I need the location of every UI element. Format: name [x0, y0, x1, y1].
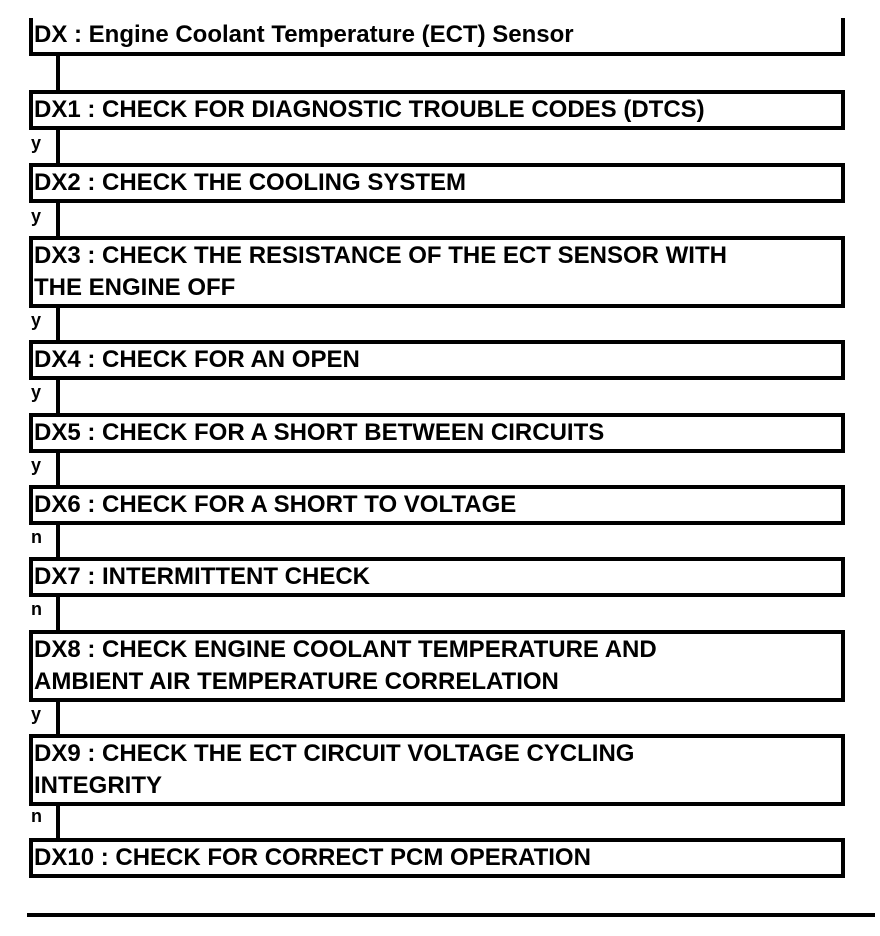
connector-line [56, 597, 60, 630]
step-box-dx3 [29, 236, 845, 308]
connector-line [56, 805, 60, 838]
connector-line [56, 453, 60, 485]
branch-label: y [31, 455, 42, 475]
step-text: DX4 : CHECK FOR AN OPEN [34, 346, 360, 373]
branch-label: y [31, 704, 42, 724]
step-text: DX2 : CHECK THE COOLING SYSTEM [34, 169, 467, 196]
step-box-dx1 [29, 90, 845, 130]
branch-label: n [31, 527, 42, 547]
step-box-dx4 [29, 340, 845, 380]
connector-line [56, 525, 60, 557]
flowchart-title: DX : Engine Coolant Temperature (ECT) Sensor [34, 21, 574, 48]
flowchart-title-box [29, 18, 845, 56]
connector-line [56, 307, 60, 340]
step-text: DX1 : CHECK FOR DIAGNOSTIC TROUBLE CODES (DTCS) [34, 96, 705, 123]
step-text: DX5 : CHECK FOR A SHORT BETWEEN CIRCUITS [34, 419, 605, 446]
step-text: DX3 : CHECK THE RESISTANCE OF THE ECT SENSOR WITH THE ENGINE OFF [34, 242, 727, 301]
branch-label: n [31, 599, 42, 619]
step-text: DX7 : INTERMITTENT CHECK [34, 563, 370, 590]
step-box-dx5 [29, 413, 845, 453]
branch-label: y [31, 310, 42, 330]
step-text: DX9 : CHECK THE ECT CIRCUIT VOLTAGE CYCLING INTEGRITY [34, 740, 635, 799]
step-box-dx9 [29, 734, 845, 806]
branch-label: y [31, 206, 42, 226]
connector-line [56, 380, 60, 413]
step-text: DX10 : CHECK FOR CORRECT PCM OPERATION [34, 844, 591, 871]
connector-line [56, 130, 60, 163]
step-box-dx7 [29, 557, 845, 597]
step-box-dx6 [29, 485, 845, 525]
connector-line [56, 701, 60, 734]
branch-label: n [31, 806, 42, 826]
connector-line [56, 56, 60, 90]
step-box-dx10 [29, 838, 845, 878]
branch-label: y [31, 382, 42, 402]
step-box-dx2 [29, 163, 845, 203]
connector-line [56, 203, 60, 236]
step-text: DX8 : CHECK ENGINE COOLANT TEMPERATURE AND AMBIENT AIR TEMPERATURE CORRELATION [34, 636, 657, 695]
bottom-rule [27, 913, 875, 917]
branch-label: y [31, 133, 42, 153]
step-box-dx8 [29, 630, 845, 702]
step-text: DX6 : CHECK FOR A SHORT TO VOLTAGE [34, 491, 517, 518]
